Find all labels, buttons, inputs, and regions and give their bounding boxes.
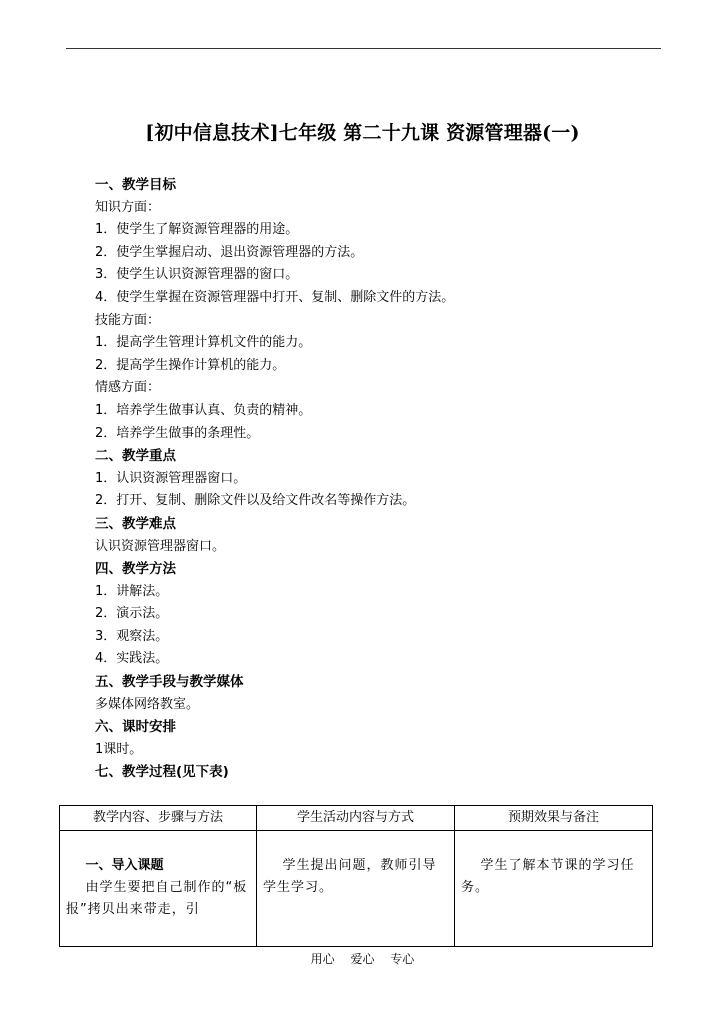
table-header-cell: 预期效果与备注 [455, 806, 653, 831]
text-line: 1．提高学生管理计算机文件的能力。 [95, 335, 312, 351]
text-line: 2．培养学生做事的条理性。 [95, 425, 260, 441]
table-row [60, 831, 653, 947]
table-header-cell: 学生活动内容与方式 [257, 806, 455, 831]
section-heading: 二、教学重点 [95, 448, 176, 465]
text-line: 3．使学生认识资源管理器的窗口。 [95, 267, 299, 283]
section-heading: 一、教学目标 [95, 177, 176, 193]
section-heading: 七、教学过程(见下表) [95, 764, 229, 781]
text-line: 4．实践法。 [95, 651, 169, 667]
header-rule [66, 48, 661, 49]
table-header-row [60, 806, 653, 831]
table-cell-effect [455, 831, 653, 947]
text-line: 技能方面： [95, 312, 161, 328]
cell-text: 由学生要把自己制作的“板报”拷贝出来带走，引 [66, 880, 248, 917]
section-heading: 六、课时安排 [95, 719, 176, 736]
text-line: 认识资源管理器窗口。 [95, 538, 226, 554]
text-line: 4．使学生掌握在资源管理器中打开、复制、删除文件的方法。 [95, 289, 455, 305]
text-line: 1．使学生了解资源管理器的用途。 [95, 222, 299, 238]
text-line: 2．提高学生操作计算机的能力。 [95, 357, 286, 373]
section-heading: 四、教学方法 [95, 561, 176, 578]
text-line: 3．观察法。 [95, 628, 169, 644]
text-line: 知识方面： [95, 199, 161, 215]
text-line: 2．打开、复制、删除文件以及给文件改名等操作方法。 [95, 493, 416, 509]
section-heading: 三、教学难点 [95, 515, 176, 532]
text-line: 1．培养学生做事认真、负责的精神。 [95, 402, 312, 418]
document-title: [初中信息技术]七年级 第二十九课 资源管理器(一) [145, 122, 580, 144]
text-line: 2．使学生掌握启动、退出资源管理器的方法。 [95, 244, 364, 260]
text-line: 1课时。 [95, 741, 143, 757]
cell-section-title: 一、导入课题 [85, 858, 164, 873]
cell-text: 学生了解本节课的学习任务。 [461, 858, 635, 895]
section-heading: 五、教学手段与教学媒体 [95, 674, 244, 691]
text-line: 情感方面： [95, 380, 161, 396]
text-line: 多媒体网络教室。 [95, 696, 200, 712]
cell-text: 学生提出问题，教师引导学生学习。 [263, 858, 437, 895]
teaching-process-table [59, 805, 653, 947]
table-cell-content [60, 831, 257, 947]
text-line: 1．认识资源管理器窗口。 [95, 470, 247, 486]
table-cell-activity [257, 831, 455, 947]
text-line: 2．演示法。 [95, 606, 169, 622]
document-body [95, 174, 655, 784]
page-footer: 用心 爱心 专心 [310, 952, 415, 966]
text-line: 1．讲解法。 [95, 583, 169, 599]
table-header-cell: 教学内容、步骤与方法 [60, 806, 257, 831]
